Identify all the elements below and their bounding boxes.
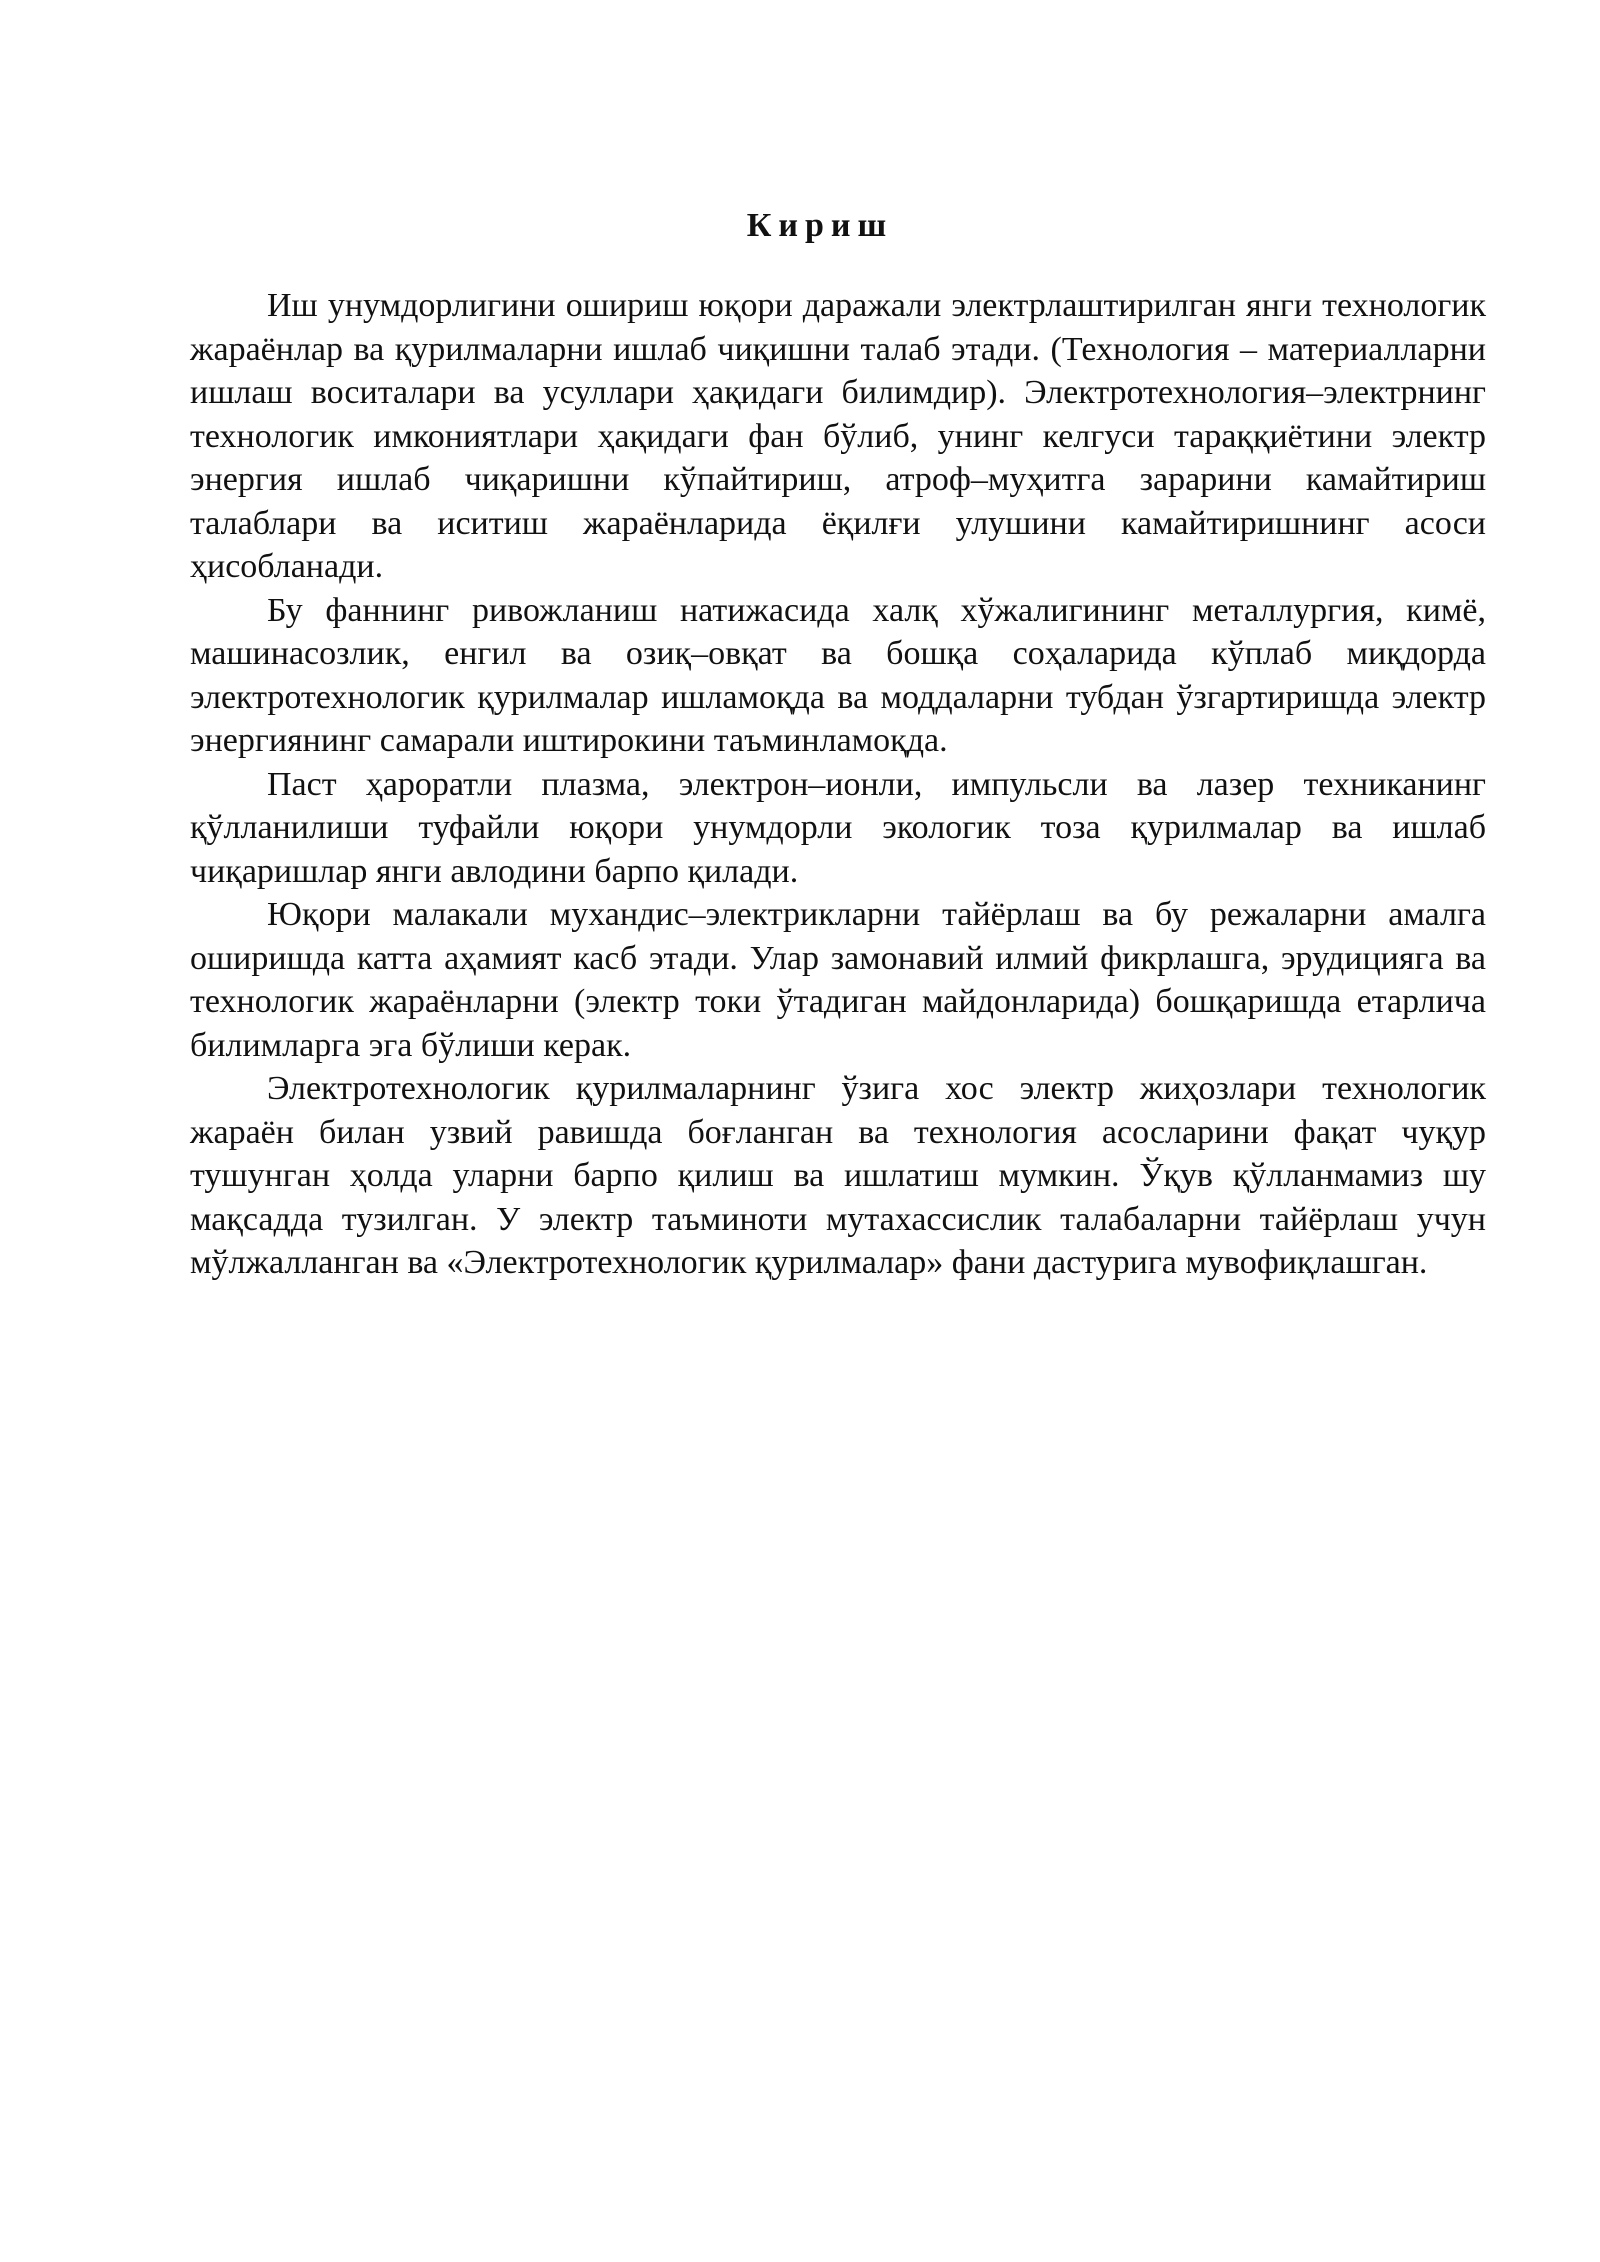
paragraph-2: Бу фаннинг ривожланиш натижасида халқ хўжалигининг металлургия, кимё, машинасозлик, енгил ва озиқ–овқат ва бошқа соҳаларида кўплаб миқдорда электротехнологик қурилмалар ишламоқда ва моддаларни тубдан ўзгартиришда электр энергиянинг самарали иштирокини таъминламоқда. bbox=[190, 591, 1486, 759]
body-text bbox=[190, 284, 1486, 1285]
paragraph-1: Иш унумдорлигини ошириш юқори даражали электрлаштирилган янги технологик жараёнлар ва қурилмаларни ишлаб чиқишни талаб этади. (Технология – материалларни ишлаш воситалари ва усуллари ҳақидаги билимдир). Электротехнология–электрнинг технологик имкониятлари ҳақидаги фан бўлиб, унинг келгуси тараққиётини электр энергия ишлаб чиқаришни кўпайтириш, атроф–муҳитга зарарини камайтириш талаблари ва иситиш жараёнларида ёқилғи улушини камайтиришнинг асоси ҳисобланади. bbox=[190, 287, 1486, 585]
paragraph-4: Юқори малакали мухандис–электрикларни тайёрлаш ва бу режаларни амалга оширишда катта аҳамият касб этади. Улар замонавий илмий фикрлашга, эрудицияга ва технологик жараёнларни (электр токи ўтадиган майдонларида) бошқаришда етарлича билимларга эга бўлиши керак. bbox=[190, 896, 1486, 1064]
page-title: Кириш bbox=[746, 207, 894, 244]
paragraph-3: Паст ҳароратли плазма, электрон–ионли, импульсли ва лазер техниканинг қўлланилиши туфайли юқори унумдорли экологик тоза қурилмалар ва ишлаб чиқаришлар янги авлодини барпо қилади. bbox=[190, 765, 1486, 890]
paragraph-5: Электротехнологик қурилмаларнинг ўзига хос электр жиҳозлари технологик жараён билан узвий равишда боғланган ва технология асосларини фақат чуқур тушунган ҳолда уларни барпо қилиш ва ишлатиш мумкин. Ўқув қўлланмамиз шу мақсадда тузилган. У электр таъминоти мутахассислик талабаларни тайёрлаш учун мўлжалланган ва «Электротехнологик қурилмалар» фани дастурига мувофиқлашган. bbox=[190, 1070, 1486, 1281]
